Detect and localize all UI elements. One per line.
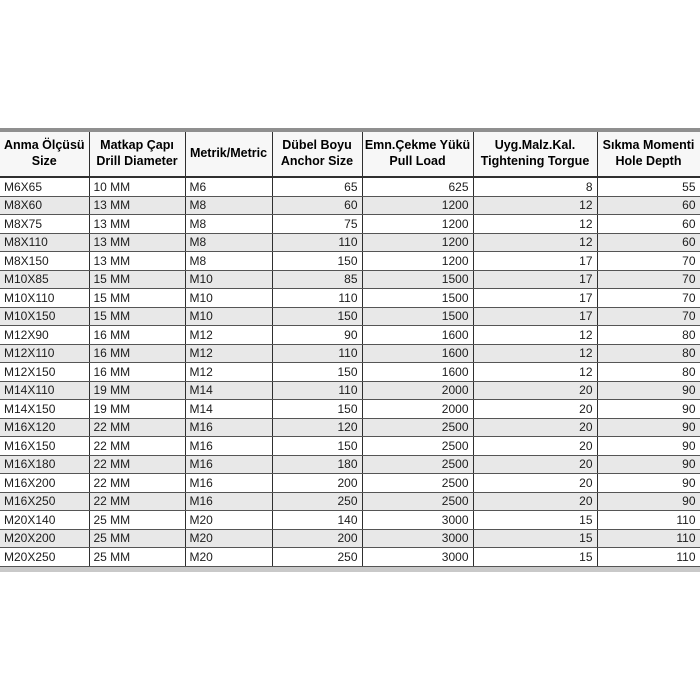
cell-tightening-torgue: 20 (473, 455, 597, 474)
cell-size: M16X200 (0, 474, 89, 493)
cell-pull-load: 1200 (362, 233, 473, 252)
cell-pull-load: 2500 (362, 492, 473, 511)
table-row (0, 363, 700, 382)
cell-pull-load: 1600 (362, 363, 473, 382)
column-header-size-line2: Size (31, 154, 57, 168)
cell-tightening-torgue: 17 (473, 252, 597, 271)
cell-drill-diameter: 25 MM (89, 529, 185, 548)
cell-drill-diameter: 19 MM (89, 400, 185, 419)
cell-hole-depth: 90 (597, 437, 700, 456)
cell-hole-depth: 70 (597, 307, 700, 326)
cell-size: M12X150 (0, 363, 89, 382)
cell-tightening-torgue: 15 (473, 548, 597, 567)
cell-size: M10X150 (0, 307, 89, 326)
table-row (0, 252, 700, 271)
cell-size: M10X110 (0, 289, 89, 308)
cell-size: M20X250 (0, 548, 89, 567)
table-row (0, 233, 700, 252)
cell-tightening-torgue: 12 (473, 344, 597, 363)
cell-metric: M16 (185, 474, 272, 493)
cell-tightening-torgue: 15 (473, 529, 597, 548)
cell-pull-load: 1500 (362, 307, 473, 326)
cell-metric: M14 (185, 400, 272, 419)
column-header-tightening-torgue (473, 130, 597, 177)
table-row (0, 400, 700, 419)
table-row (0, 344, 700, 363)
cell-tightening-torgue: 8 (473, 177, 597, 196)
column-header-anchor-size-line2: Anchor Size (280, 154, 354, 168)
cell-hole-depth: 90 (597, 474, 700, 493)
column-header-drill-diameter (89, 130, 185, 177)
cell-size: M8X60 (0, 196, 89, 215)
cell-metric: M6 (185, 177, 272, 196)
cell-drill-diameter: 22 MM (89, 418, 185, 437)
cell-hole-depth: 55 (597, 177, 700, 196)
cell-pull-load: 1200 (362, 196, 473, 215)
column-header-hole-depth-line1: Sıkma Momenti (602, 138, 695, 153)
cell-tightening-torgue: 20 (473, 400, 597, 419)
table-row (0, 196, 700, 215)
column-header-drill-diameter-line2: Drill Diameter (96, 154, 178, 168)
cell-pull-load: 3000 (362, 511, 473, 530)
cell-pull-load: 1500 (362, 270, 473, 289)
cell-hole-depth: 70 (597, 252, 700, 271)
cell-anchor-size: 85 (272, 270, 362, 289)
cell-hole-depth: 90 (597, 418, 700, 437)
column-header-metric-line1: Metrik/Metric (189, 146, 268, 161)
cell-pull-load: 2000 (362, 400, 473, 419)
cell-pull-load: 2500 (362, 474, 473, 493)
cell-drill-diameter: 16 MM (89, 344, 185, 363)
cell-drill-diameter: 13 MM (89, 196, 185, 215)
cell-drill-diameter: 22 MM (89, 455, 185, 474)
cell-hole-depth: 70 (597, 270, 700, 289)
cell-anchor-size: 150 (272, 400, 362, 419)
cell-pull-load: 1600 (362, 344, 473, 363)
cell-drill-diameter: 22 MM (89, 474, 185, 493)
cell-metric: M10 (185, 289, 272, 308)
cell-size: M8X75 (0, 215, 89, 234)
cell-pull-load: 2500 (362, 437, 473, 456)
cell-metric: M12 (185, 363, 272, 382)
cell-metric: M12 (185, 344, 272, 363)
cell-size: M12X110 (0, 344, 89, 363)
table-header-row (0, 130, 700, 177)
cell-metric: M16 (185, 437, 272, 456)
cell-pull-load: 1500 (362, 289, 473, 308)
cell-size: M6X65 (0, 177, 89, 196)
table-row (0, 215, 700, 234)
cell-pull-load: 2000 (362, 381, 473, 400)
cell-size: M14X110 (0, 381, 89, 400)
cell-tightening-torgue: 12 (473, 363, 597, 382)
cell-tightening-torgue: 17 (473, 289, 597, 308)
cell-drill-diameter: 25 MM (89, 511, 185, 530)
anchor-spec-table-wrap (0, 128, 700, 572)
cell-tightening-torgue: 20 (473, 492, 597, 511)
cell-metric: M10 (185, 307, 272, 326)
cell-size: M8X110 (0, 233, 89, 252)
cell-hole-depth: 60 (597, 215, 700, 234)
table-row (0, 307, 700, 326)
cell-hole-depth: 60 (597, 196, 700, 215)
cell-drill-diameter: 10 MM (89, 177, 185, 196)
cell-tightening-torgue: 20 (473, 418, 597, 437)
table-row (0, 326, 700, 345)
cell-metric: M8 (185, 196, 272, 215)
table-row (0, 474, 700, 493)
column-header-hole-depth-line2: Hole Depth (615, 154, 682, 168)
cell-hole-depth: 90 (597, 400, 700, 419)
cell-anchor-size: 150 (272, 363, 362, 382)
cell-metric: M20 (185, 529, 272, 548)
cell-anchor-size: 110 (272, 289, 362, 308)
cell-anchor-size: 75 (272, 215, 362, 234)
cell-anchor-size: 110 (272, 233, 362, 252)
cell-hole-depth: 90 (597, 381, 700, 400)
table-row (0, 548, 700, 567)
cell-pull-load: 3000 (362, 548, 473, 567)
cell-size: M12X90 (0, 326, 89, 345)
cell-hole-depth: 80 (597, 363, 700, 382)
cell-anchor-size: 150 (272, 307, 362, 326)
cell-anchor-size: 110 (272, 344, 362, 363)
table-row (0, 511, 700, 530)
table-row (0, 289, 700, 308)
cell-size: M14X150 (0, 400, 89, 419)
cell-hole-depth: 110 (597, 511, 700, 530)
cell-metric: M16 (185, 418, 272, 437)
cell-size: M10X85 (0, 270, 89, 289)
table-row (0, 437, 700, 456)
cell-hole-depth: 60 (597, 233, 700, 252)
cell-tightening-torgue: 12 (473, 196, 597, 215)
cell-size: M8X150 (0, 252, 89, 271)
cell-drill-diameter: 15 MM (89, 270, 185, 289)
cell-metric: M16 (185, 455, 272, 474)
cell-anchor-size: 150 (272, 437, 362, 456)
cell-tightening-torgue: 12 (473, 326, 597, 345)
column-header-anchor-size-line1: Dübel Boyu (282, 138, 352, 153)
cell-drill-diameter: 13 MM (89, 233, 185, 252)
cell-anchor-size: 90 (272, 326, 362, 345)
cell-tightening-torgue: 20 (473, 474, 597, 493)
table-row (0, 492, 700, 511)
cell-size: M20X200 (0, 529, 89, 548)
cell-drill-diameter: 22 MM (89, 492, 185, 511)
cell-anchor-size: 250 (272, 548, 362, 567)
cell-anchor-size: 180 (272, 455, 362, 474)
anchor-spec-table (0, 128, 700, 567)
cell-anchor-size: 65 (272, 177, 362, 196)
cell-pull-load: 625 (362, 177, 473, 196)
cell-pull-load: 3000 (362, 529, 473, 548)
cell-pull-load: 1600 (362, 326, 473, 345)
table-body (0, 177, 700, 566)
cell-size: M16X120 (0, 418, 89, 437)
cell-drill-diameter: 15 MM (89, 289, 185, 308)
table-row (0, 418, 700, 437)
cell-drill-diameter: 22 MM (89, 437, 185, 456)
cell-pull-load: 2500 (362, 418, 473, 437)
column-header-metric (185, 130, 272, 177)
cell-hole-depth: 90 (597, 492, 700, 511)
cell-pull-load: 1200 (362, 215, 473, 234)
cell-metric: M14 (185, 381, 272, 400)
cell-pull-load: 2500 (362, 455, 473, 474)
cell-size: M16X250 (0, 492, 89, 511)
table-row (0, 529, 700, 548)
table-row (0, 177, 700, 196)
column-header-size-line1: Anma Ölçüsü (3, 138, 85, 153)
cell-drill-diameter: 13 MM (89, 215, 185, 234)
cell-anchor-size: 60 (272, 196, 362, 215)
table-row (0, 381, 700, 400)
cell-hole-depth: 80 (597, 344, 700, 363)
cell-metric: M10 (185, 270, 272, 289)
column-header-size (0, 130, 89, 177)
cell-hole-depth: 70 (597, 289, 700, 308)
column-header-pull-load-line1: Emn.Çekme Yükü (364, 138, 471, 153)
column-header-tightening-torgue-line1: Uyg.Malz.Kal. (494, 138, 576, 153)
cell-anchor-size: 150 (272, 252, 362, 271)
column-header-pull-load-line2: Pull Load (389, 154, 446, 168)
cell-drill-diameter: 13 MM (89, 252, 185, 271)
header-row (0, 130, 700, 177)
cell-anchor-size: 140 (272, 511, 362, 530)
cell-size: M20X140 (0, 511, 89, 530)
column-header-drill-diameter-line1: Matkap Çapı (100, 138, 174, 153)
cell-drill-diameter: 19 MM (89, 381, 185, 400)
cell-anchor-size: 250 (272, 492, 362, 511)
cell-hole-depth: 80 (597, 326, 700, 345)
cell-metric: M8 (185, 252, 272, 271)
cell-drill-diameter: 15 MM (89, 307, 185, 326)
cell-size: M16X180 (0, 455, 89, 474)
cell-size: M16X150 (0, 437, 89, 456)
column-header-anchor-size (272, 130, 362, 177)
table-row (0, 455, 700, 474)
cell-anchor-size: 120 (272, 418, 362, 437)
cell-drill-diameter: 16 MM (89, 363, 185, 382)
cell-drill-diameter: 25 MM (89, 548, 185, 567)
cell-tightening-torgue: 12 (473, 233, 597, 252)
table-bottom-shadow-bar (0, 567, 700, 572)
cell-metric: M20 (185, 511, 272, 530)
cell-hole-depth: 110 (597, 548, 700, 567)
cell-tightening-torgue: 17 (473, 307, 597, 326)
cell-drill-diameter: 16 MM (89, 326, 185, 345)
cell-anchor-size: 200 (272, 529, 362, 548)
cell-tightening-torgue: 15 (473, 511, 597, 530)
cell-pull-load: 1200 (362, 252, 473, 271)
cell-tightening-torgue: 17 (473, 270, 597, 289)
column-header-hole-depth (597, 130, 700, 177)
column-header-tightening-torgue-line2: Tightening Torgue (480, 154, 590, 168)
table-row (0, 270, 700, 289)
cell-metric: M8 (185, 215, 272, 234)
cell-metric: M16 (185, 492, 272, 511)
cell-hole-depth: 90 (597, 455, 700, 474)
cell-metric: M20 (185, 548, 272, 567)
cell-tightening-torgue: 12 (473, 215, 597, 234)
cell-tightening-torgue: 20 (473, 381, 597, 400)
cell-anchor-size: 200 (272, 474, 362, 493)
cell-metric: M8 (185, 233, 272, 252)
cell-anchor-size: 110 (272, 381, 362, 400)
cell-metric: M12 (185, 326, 272, 345)
cell-tightening-torgue: 20 (473, 437, 597, 456)
cell-hole-depth: 110 (597, 529, 700, 548)
column-header-pull-load (362, 130, 473, 177)
